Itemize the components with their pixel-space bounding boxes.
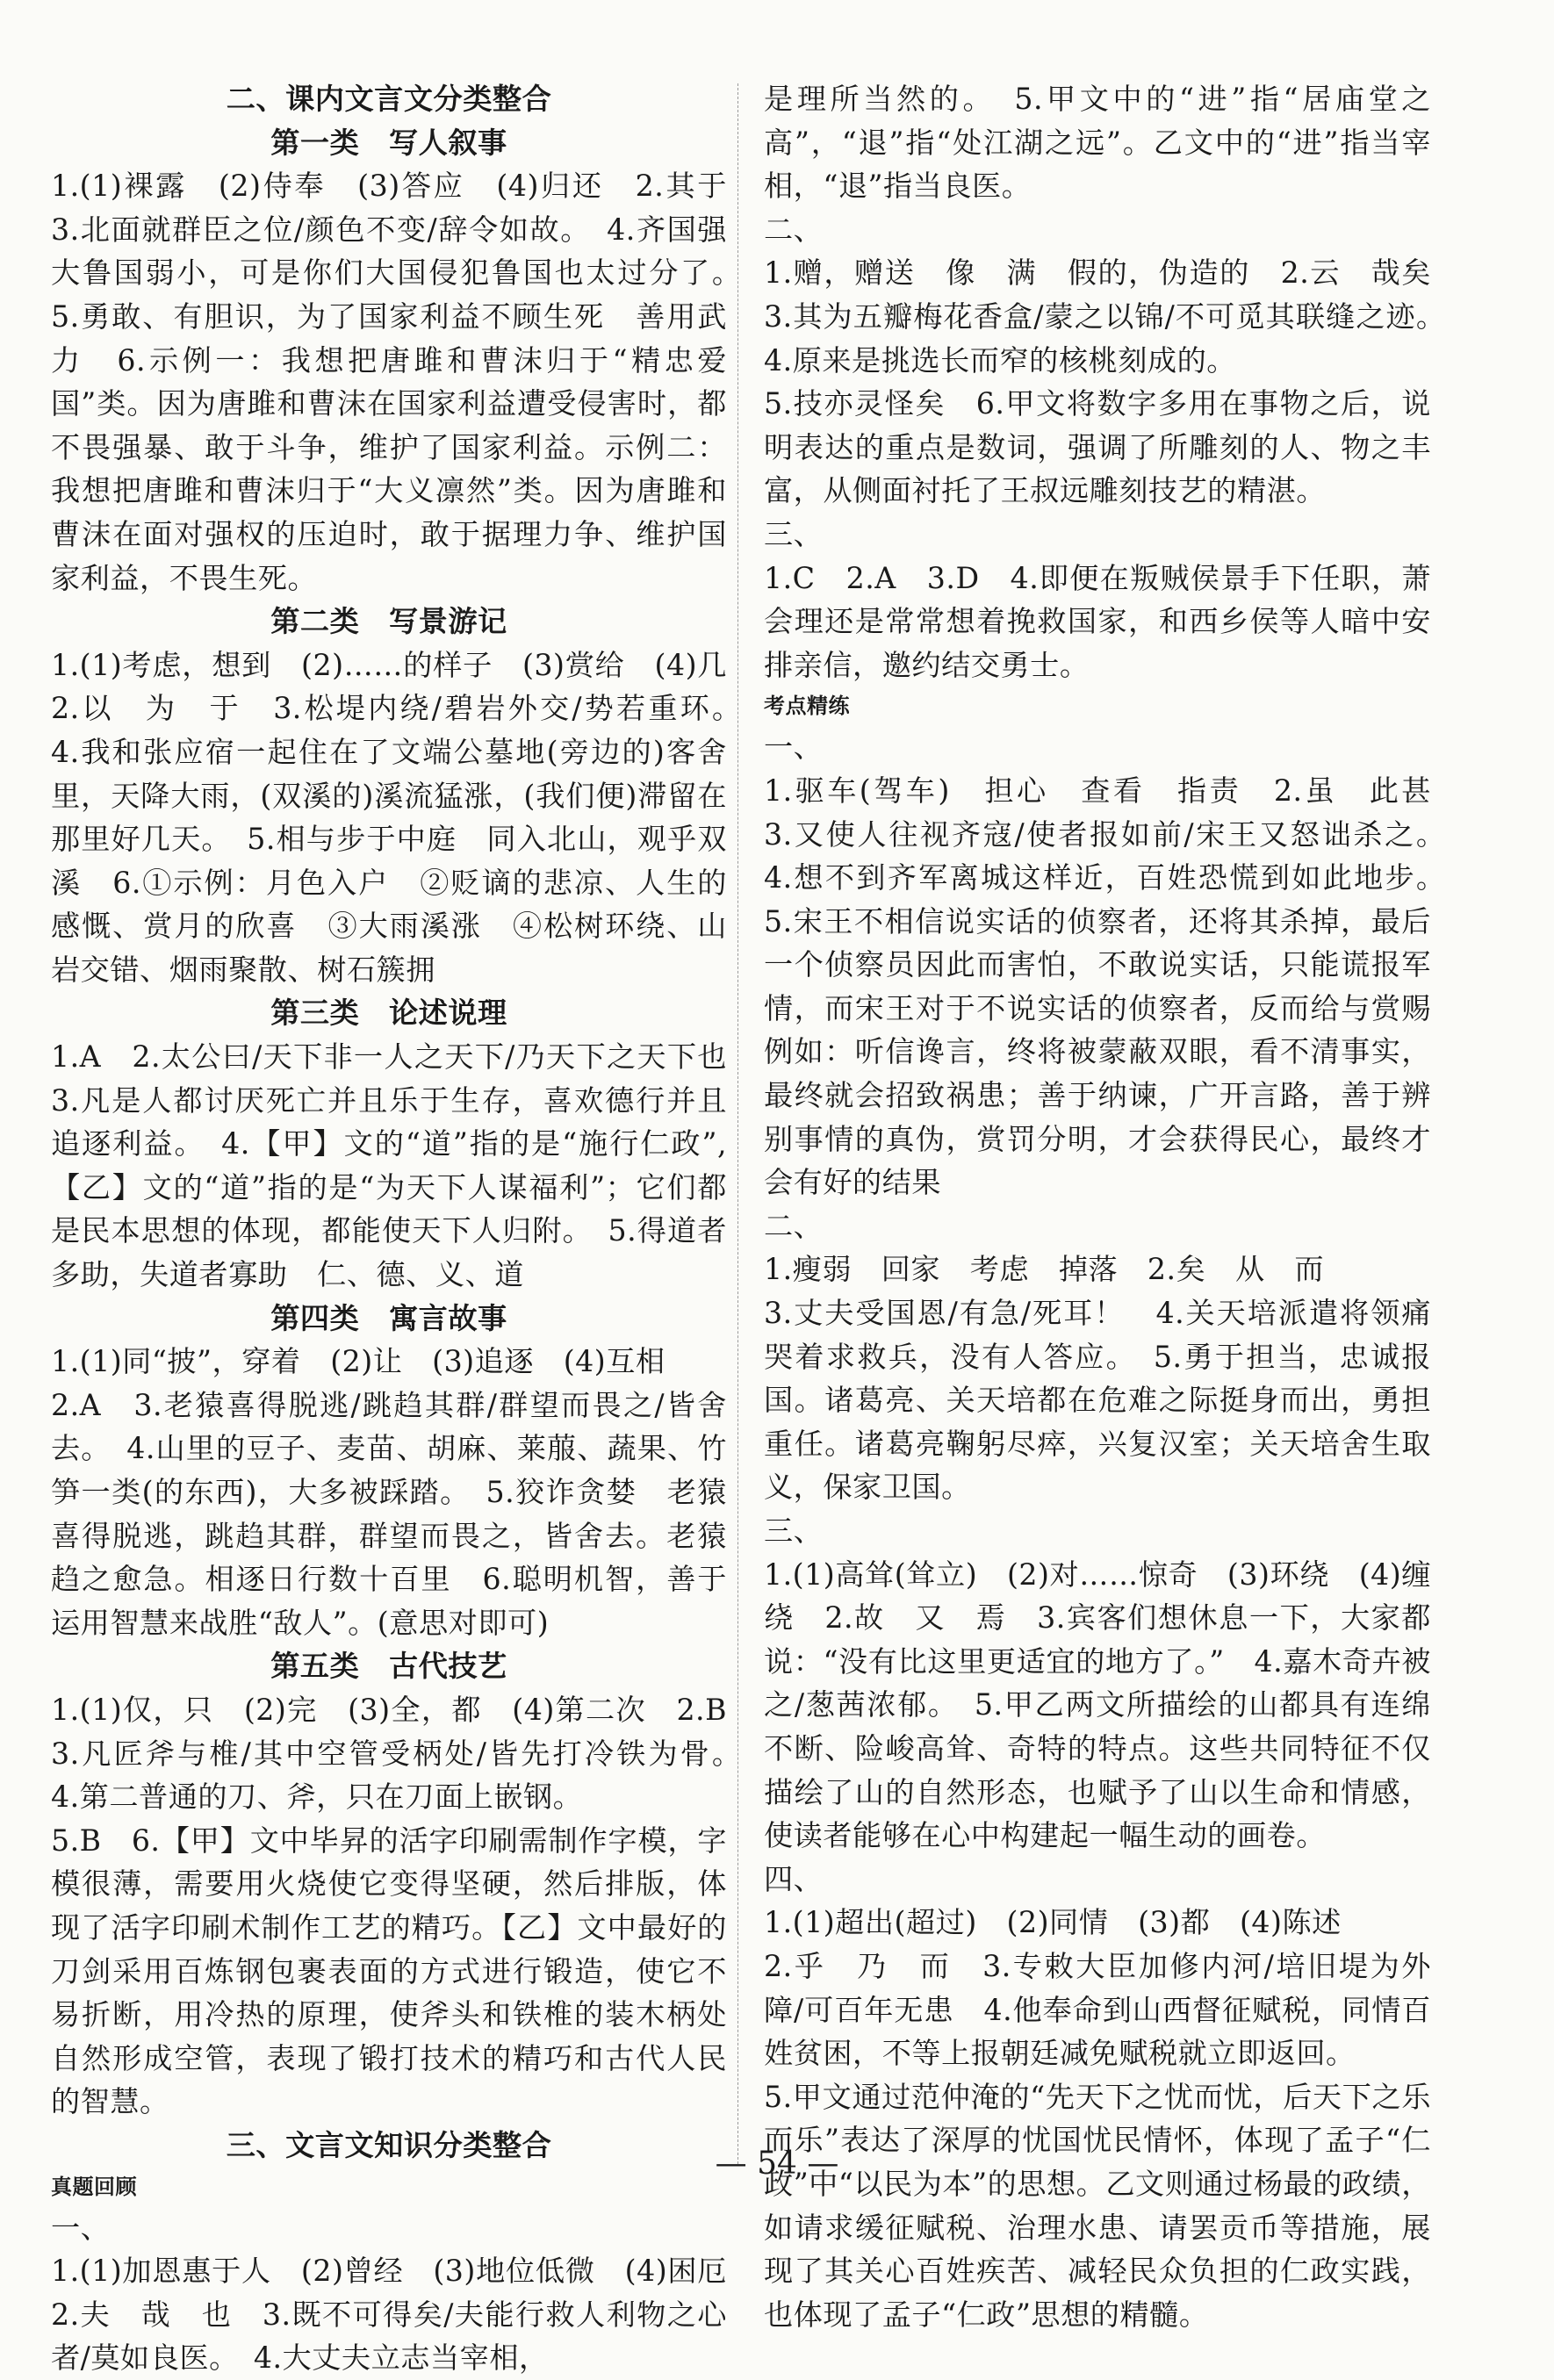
answer-paragraph: 5.B 6.【甲】文中毕昇的活字印刷需制作字模，字模很薄，需要用火烧使它变得坚硬，然后排版，体现了活字印刷术制作工艺的精巧。【乙】文中最好的刀剑采用百炼钢包裹表面的方式进行锻造，使它不易折断，用冷热的原理，使斧头和铁椎的装木柄处自然形成空管，表现了锻打技术的精巧和古代人民的智慧。 [51,1823,727,2119]
answer-paragraph: 5.技亦灵怪矣 6.甲文将数字多用在事物之后，说明表达的重点是数词，强调了所雕刻的人、物之丰富，从侧面衬托了王叔远雕刻技艺的精湛。 [764,386,1431,508]
answer-paragraph: 1.(1)考虑，想到 (2)……的样子 (3)赏给 (4)几 2.以 为 于 3.松堤内绕/碧岩外交/势若重环。 4.我和张应宿一起住在了文端公墓地(旁边的)客舍里，天降大雨，(双溪的)溪流猛涨，(我们便)滞留在那里好几天。 5.相与步于中庭 同入北山，观乎双溪 6.①示例：月色入户 ②贬谪的悲凉、人生的感慨、赏月的欣喜 ③大雨溪涨 ④松树环绕、山岩交错、烟雨聚散、树石簇拥 [51,647,757,987]
section-heading: 第一类 写人叙事 [270,125,507,160]
column-divider [737,83,738,2164]
section-heading: 三、文言文知识分类整合 [226,2127,552,2162]
answer-paragraph: 1.(1)同“披”，穿着 (2)让 (3)追逐 (4)互相 [51,1344,665,1379]
answer-paragraph: 一、 [764,730,824,765]
answer-paragraph: 5.甲文通过范仲淹的“先天下之忧而忧，后天下之乐而乐”表达了深厚的忧国忧民情怀，体现了孟子“仁政”中“以民为本”的思想。乙文则通过杨最的政绩，如请求缓征赋税、治理水患、请罢贡币等措施，展现了其关心百姓疾苦、减轻民众负担的仁政实践，也体现了孟子“仁政”思想的精髓。 [764,2079,1431,2332]
answer-paragraph: 2.乎 乃 而 3.专敕大臣加修内河/培旧堤为外障/可百年无患 4.他奉命到山西督征赋税，同情百姓贫困，不等上报朝廷减免赋税就立即返回。 [764,1948,1431,2071]
page-number: — 54 — [715,2146,839,2182]
section-heading: 第三类 论述说理 [270,996,507,1031]
answer-paragraph: 一、 [51,2210,111,2245]
subsection-label: 考点精练 [764,694,850,719]
answer-paragraph: 3.丈夫受国恩/有急/死耳！ 4.关天培派遣将领痛哭着求救兵，没有人答应。 5.勇于担当，忠诚报国。诸葛亮、关天培都在危难之际挺身而出，勇担重任。诸葛亮鞠躬尽瘁，兴复汉室；关天培舍生取义，保家卫国。 [764,1296,1431,1505]
answer-paragraph: 三、 [764,1514,824,1548]
answer-paragraph: 是理所当然的。 5.甲文中的“进”指“居庙堂之高”，“退”指“处江湖之远”。乙文中的“进”指当宰相，“退”指当良医。 [764,82,1431,204]
answer-paragraph: 1.A 2.太公曰/天下非一人之天下/乃天下之天下也 3.凡是人都讨厌死亡并且乐于生存，喜欢德行并且追逐利益。 4.【甲】文的“道”指的是“施行仁政”,【乙】文的“道”指的是“为天下人谋福利”；它们都是民本思想的体现，都能使天下人归附。 5.得道者多助，失道者寡助 仁、德、义、道 [51,1039,757,1292]
section-heading: 第二类 写景游记 [270,604,507,639]
answer-paragraph: 1.C 2.A 3.D 4.即便在叛贼侯景手下任职，萧会理还是常常想着挽救国家，和西乡侯等人暗中安排亲信，邀约结交勇士。 [764,560,1431,682]
answer-paragraph: 1.(1)高耸(耸立) (2)对……惊奇 (3)环绕 (4)缠绕 2.故 又 焉 3.宾客们想休息一下，大家都说：“没有比这里更适宜的地方了。” 4.嘉木奇卉被之/葱茜浓郁。 5.甲乙两文所描绘的山都具有连绵不断、险峻高耸、奇特的特点。这些共同特征不仅描绘了山的自然形态，也赋予了山以生命和情感，使读者能够在心中构建起一幅生动的画卷。 [764,1557,1431,1853]
answer-paragraph: 1.(1)超出(超过) (2)同情 (3)都 (4)陈述 [764,1905,1342,1940]
subsection-label: 真题回顾 [51,2174,137,2199]
answer-paragraph: 1.瘦弱 回家 考虑 掉落 2.矣 从 而 [764,1252,1325,1287]
answer-paragraph: 2.A 3.老猿喜得脱逃/跳趋其群/群望而畏之/皆舍去。 4.山里的豆子、麦苗、胡麻、莱菔、蔬果、竹笋一类(的东西)，大多被踩踏。 5.狡诈贪婪 老猿喜得脱逃，跳趋其群，群望而畏之，皆舍去。老猿趋之愈急。相逐日行数十百里 6.聪明机智，善于运用智慧来战胜“敌人”。(意思对即可) [51,1387,727,1640]
left-column [51,77,757,2380]
answer-paragraph: 四、 [764,1861,824,1896]
answer-paragraph: 1.赠，赠送 像 满 假的，伪造的 2.云 哉矣 3.其为五瓣梅花香盒/蒙之以锦/不可觅其联缝之迹。 4.原来是挑选长而窄的核桃刻成的。 [764,255,1461,377]
answer-paragraph: 三、 [764,516,824,551]
right-column [764,77,1461,2336]
answer-paragraph: 1.驱车(驾车) 担心 查看 指责 2.虽 此甚 3.又使人往视齐寇/使者报如前/宋王又怒诎杀之。 4.想不到齐军离城这样近，百姓恐慌到如此地步。 5.宋王不相信说实话的侦察者，还将其杀掉，最后一个侦察员因此而害怕，不敢说实话，只能谎报军情，而宋王对于不说实话的侦察者，反而给与赏赐 例如：听信谗言，终将被蒙蔽双眼，看不清事实，最终就会招致祸患；善于纳谏，广开言路，善于辨别事情的真伪，赏罚分明，才会获得民心，最终才会有好的结果 [764,773,1461,1200]
answer-paragraph: 二、 [764,212,824,247]
answer-paragraph: 1.(1)仅，只 (2)完 (3)全，都 (4)第二次 2.B 3.凡匠斧与椎/其中空管受柄处/皆先打冷铁为骨。 4.第二普通的刀、斧，只在刀面上嵌钢。 [51,1692,757,1815]
answer-paragraph: 1.(1)裸露 (2)侍奉 (3)答应 (4)归还 2.其于 3.北面就群臣之位/颜色不变/辞令如故。 4.齐国强大鲁国弱小，可是你们大国侵犯鲁国也太过分了。 5.勇敢、有胆识，为了国家利益不顾生死 善用武力 6.示例一：我想把唐雎和曹沫归于“精忠爱国”类。因为唐雎和曹沫在国家利益遭受侵害时，都不畏强暴、敢于斗争，维护了国家利益。示例二：我想把唐雎和曹沫归于“大义凛然”类。因为唐雎和曹沫在面对强权的压迫时，敢于据理力争、维护国家利益，不畏生死。 [51,169,757,595]
section-heading: 二、课内文言文分类整合 [226,82,552,116]
section-heading: 第四类 寓言故事 [270,1300,507,1335]
section-heading: 第五类 古代技艺 [270,1649,507,1684]
answer-paragraph: 1.(1)加恩惠于人 (2)曾经 (3)地位低微 (4)困厄 2.夫 哉 也 3.既不可得矣/夫能行救人利物之心者/莫如良医。 4.大丈夫立志当宰相， [51,2254,757,2376]
answer-paragraph: 二、 [764,1208,824,1243]
